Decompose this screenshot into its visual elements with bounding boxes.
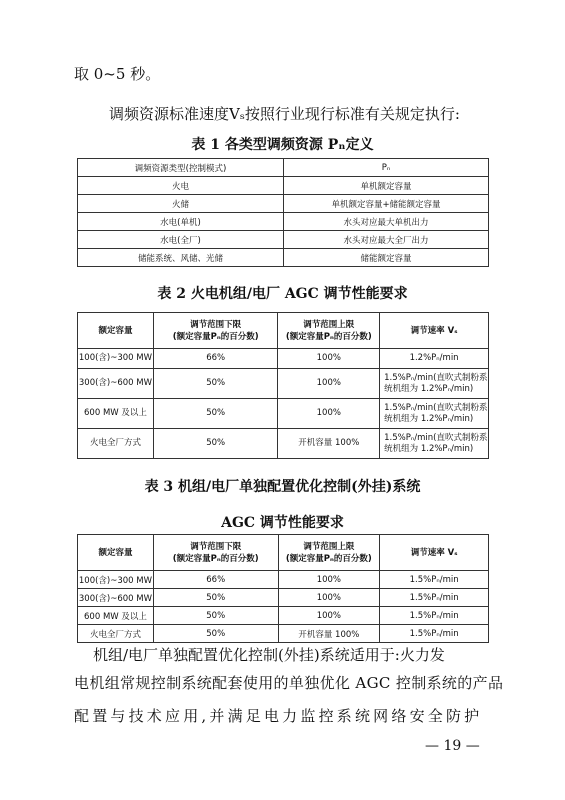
table-cell: 水头对应最大全厂出力 xyxy=(284,231,489,249)
table-header-row xyxy=(78,313,489,349)
table-cell: 100% xyxy=(278,589,380,607)
table-cell: 50% xyxy=(153,589,278,607)
table-cell: 单机额定容量+储能额定容量 xyxy=(284,195,489,213)
table-cell: 水电(全厂) xyxy=(78,231,284,249)
table-row xyxy=(78,195,489,213)
table-cell: 单机额定容量 xyxy=(284,177,489,195)
table-cell: 开机容量 100% xyxy=(278,625,380,643)
table3-external-agc-requirements xyxy=(77,534,489,643)
table-cell: 火电全厂方式 xyxy=(78,429,154,459)
table-header-cell: 额定容量 xyxy=(78,535,154,571)
table1-caption: 表 1 各类型调频资源 Pₙ定义 xyxy=(191,137,374,153)
table-cell: 50% xyxy=(153,625,278,643)
table-header-cell: 调频资源类型(控制模式) xyxy=(78,159,284,177)
table-row xyxy=(78,349,489,369)
table-cell: 600 MW 及以上 xyxy=(78,399,154,429)
paragraph-applicability-line3: 配置与技术应用,并满足电力监控系统网络安全防护 xyxy=(74,707,483,725)
table-cell: 1.5%Pₙ/min xyxy=(380,571,489,589)
table3-caption-line2: AGC 调节性能要求 xyxy=(221,515,344,531)
table-cell: 50% xyxy=(153,429,278,459)
table-cell: 66% xyxy=(153,349,278,369)
table-header-cell: Pₙ xyxy=(284,159,489,177)
table-cell: 50% xyxy=(153,369,278,399)
table-cell: 100(含)~300 MW xyxy=(78,349,154,369)
table-header-cell: 额定容量 xyxy=(78,313,154,349)
table-cell: 1.5%Pₙ/min(直吹式制粉系 统机组为 1.2%Pₙ/min) xyxy=(380,369,489,399)
table-cell: 100(含)~300 MW xyxy=(78,571,154,589)
table-row xyxy=(78,571,489,589)
paragraph-standard-speed: 调频资源标准速度Vₛ按照行业现行标准有关规定执行: xyxy=(109,105,460,123)
paragraph-applicability-line2: 电机组常规控制系统配套使用的单独优化 AGC 控制系统的产品 xyxy=(74,674,504,692)
table-cell: 600 MW 及以上 xyxy=(78,607,154,625)
table-cell: 1.5%Pₙ/min(直吹式制粉系 统机组为 1.2%Pₙ/min) xyxy=(380,429,489,459)
table-cell: 50% xyxy=(153,399,278,429)
table-header-cell: 调节范围上限 (额定容量Pₙ的百分数) xyxy=(278,313,380,349)
table-cell: 储能额定容量 xyxy=(284,249,489,267)
table-cell: 100% xyxy=(278,607,380,625)
table-cell: 100% xyxy=(278,369,380,399)
table-row xyxy=(78,607,489,625)
table-cell: 1.2%Pₙ/min xyxy=(380,349,489,369)
page-number: — 19 — xyxy=(425,738,480,754)
table-row xyxy=(78,399,489,429)
table-cell: 100% xyxy=(278,399,380,429)
table-cell: 储能系统、风储、光储 xyxy=(78,249,284,267)
table-row xyxy=(78,213,489,231)
table-row xyxy=(78,249,489,267)
table-cell: 300(含)~600 MW xyxy=(78,589,154,607)
table-row xyxy=(78,589,489,607)
table2-caption: 表 2 火电机组/电厂 AGC 调节性能要求 xyxy=(157,286,408,302)
table-header-row xyxy=(78,159,489,177)
table-header-cell: 调节范围下限 (额定容量Pₙ的百分数) xyxy=(153,313,278,349)
table-row xyxy=(78,625,489,643)
paragraph-intro: 取 0~5 秒。 xyxy=(74,65,161,83)
table3-caption-line1: 表 3 机组/电厂单独配置优化控制(外挂)系统 xyxy=(144,479,421,495)
table-cell: 300(含)~600 MW xyxy=(78,369,154,399)
table-cell: 1.5%Pₙ/min(直吹式制粉系 统机组为 1.2%Pₙ/min) xyxy=(380,399,489,429)
table-cell: 水头对应最大单机出力 xyxy=(284,213,489,231)
table-row xyxy=(78,369,489,399)
table2-thermal-agc-requirements xyxy=(77,312,489,459)
table-cell: 水电(单机) xyxy=(78,213,284,231)
table-row xyxy=(78,231,489,249)
table-header-row xyxy=(78,535,489,571)
table-cell: 开机容量 100% xyxy=(278,429,380,459)
paragraph-applicability-line1: 机组/电厂单独配置优化控制(外挂)系统适用于:火力发 xyxy=(93,646,445,664)
table-cell: 火电全厂方式 xyxy=(78,625,154,643)
table-cell: 66% xyxy=(153,571,278,589)
table-row xyxy=(78,429,489,459)
table-cell: 50% xyxy=(153,607,278,625)
table-header-cell: 调节速率 Vₛ xyxy=(380,313,489,349)
table-cell: 1.5%Pₙ/min xyxy=(380,625,489,643)
table-cell: 1.5%Pₙ/min xyxy=(380,589,489,607)
table-header-cell: 调节速率 Vₛ xyxy=(380,535,489,571)
table-cell: 火电 xyxy=(78,177,284,195)
table-header-cell: 调节范围下限 (额定容量Pₙ的百分数) xyxy=(153,535,278,571)
table-cell: 100% xyxy=(278,571,380,589)
table-row xyxy=(78,177,489,195)
table1-resource-definition xyxy=(77,158,489,267)
table-header-cell: 调节范围上限 (额定容量Pₙ的百分数) xyxy=(278,535,380,571)
table-cell: 火储 xyxy=(78,195,284,213)
table-cell: 1.5%Pₙ/min xyxy=(380,607,489,625)
table-cell: 100% xyxy=(278,349,380,369)
